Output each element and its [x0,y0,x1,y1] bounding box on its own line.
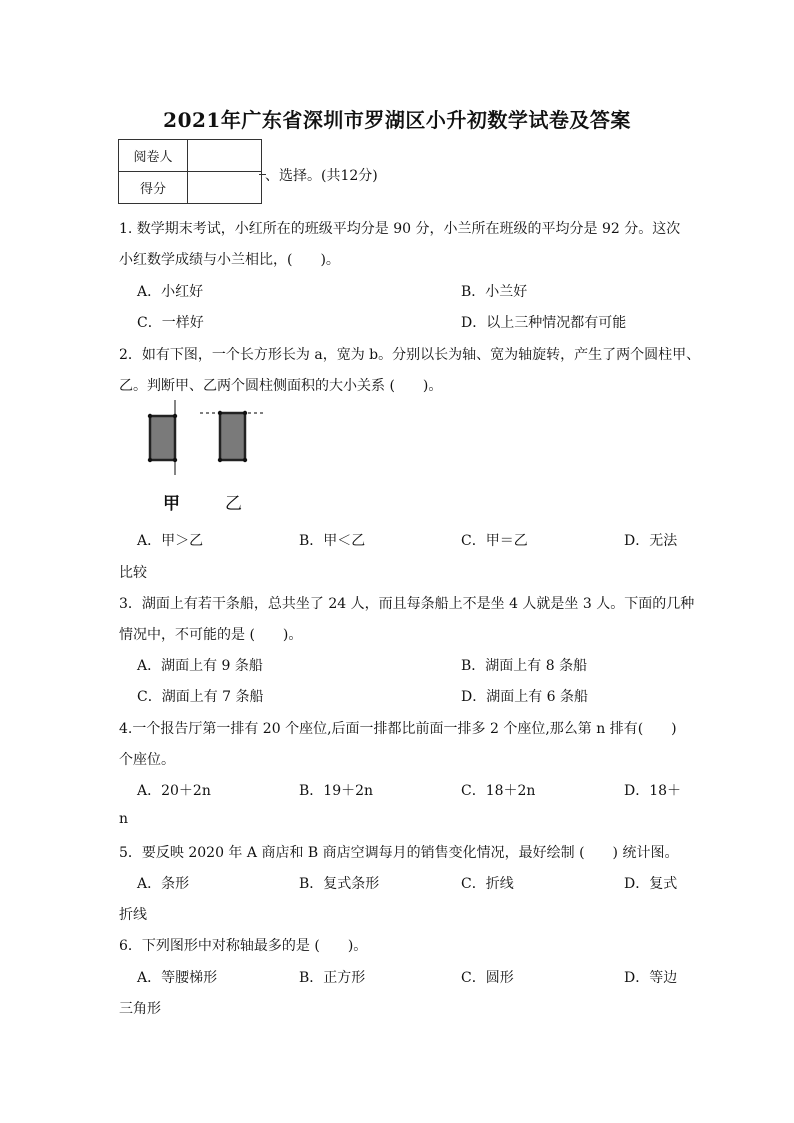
q5-stem-line-1: 5．要反映 2020 年 A 商店和 B 商店空调每月的销售变化情况，最好绘制 ( ) 统计图。 [119,845,679,861]
q1-option-d: D．以上三种情况都有可能 [461,315,627,331]
q5-option-d-wrap: 折线 [119,907,147,923]
q3-stem-line-2: 情况中，不可能的是 ( )。 [119,627,303,643]
q1-stem-line-1: 1. 数学期末考试，小红所在的班级平均分是 90 分，小兰所在班级的平均分是 92 分。这次 [119,221,681,237]
q4-option-d: D．18＋ [624,783,682,799]
q2-option-d-wrap: 比较 [119,565,147,581]
q3-option-a: A．湖面上有 9 条船 [137,658,263,674]
q3-option-b: B．湖面上有 8 条船 [461,658,588,674]
page-title: 2021年广东省深圳市罗湖区小升初数学试卷及答案 [163,108,631,132]
q2-option-a: A．甲＞乙 [137,533,204,549]
rectangle-jia [150,416,175,460]
q6-option-d-wrap: 三角形 [119,1001,161,1017]
reviewer-label: 阅卷人 [119,140,188,172]
q4-option-b: B．19＋2n [299,783,374,799]
q4-stem-line-2: 个座位。 [119,752,175,768]
section-heading: 、选择。(共12分) [265,168,378,184]
rotation-figure [140,400,270,475]
q4-option-a: A．20＋2n [137,783,211,799]
q2-option-b: B．甲＜乙 [299,533,366,549]
q6-stem-line-1: 6．下列图形中对称轴最多的是 ( )。 [119,938,368,954]
q5-option-d: D．复式 [624,876,678,892]
rectangle-yi [220,413,245,460]
score-label: 得分 [119,172,188,204]
grader-table [118,139,262,204]
q3-option-c: C．湖面上有 7 条船 [137,689,264,705]
q5-option-c: C．折线 [461,876,514,892]
q3-option-d: D．湖面上有 6 条船 [461,689,589,705]
q4-option-c: C．18＋2n [461,783,536,799]
q3-stem-line-1: 3．湖面上有若干条船，总共坐了 24 人，而且每条船上不是坐 4 人就是坐 3 人。下面的几种 [119,596,695,612]
reviewer-field [188,140,262,172]
q6-option-c: C．圆形 [461,970,514,986]
q5-option-a: A．条形 [137,876,190,892]
q1-option-a: A．小红好 [137,284,204,300]
q1-stem-line-2: 小红数学成绩与小兰相比，( )。 [119,252,340,268]
q2-stem-line-1: 2．如有下图，一个长方形长为 a，宽为 b。分别以长为轴、宽为轴旋转，产生了两个圆柱甲、 [119,347,701,363]
q2-stem-line-2: 乙。判断甲、乙两个圆柱侧面积的大小关系 ( )。 [119,378,443,394]
score-field [188,172,262,204]
q4-stem-line-1: 4.一个报告厅第一排有 20 个座位,后面一排都比前面一排多 2 个座位,那么第 n 排有( ) [119,721,677,737]
q4-option-d-wrap: n [119,811,129,827]
q1-option-b: B．小兰好 [461,284,528,300]
q6-option-a: A．等腰梯形 [137,970,218,986]
figure-label-yi: 乙 [225,494,242,514]
figure-label-jia: 甲 [163,494,180,514]
q6-option-d: D．等边 [624,970,678,986]
q2-option-c: C．甲＝乙 [461,533,528,549]
q6-option-b: B．正方形 [299,970,366,986]
q5-option-b: B．复式条形 [299,876,380,892]
q2-option-d: D．无法 [624,533,678,549]
q1-option-c: C．一样好 [137,315,204,331]
